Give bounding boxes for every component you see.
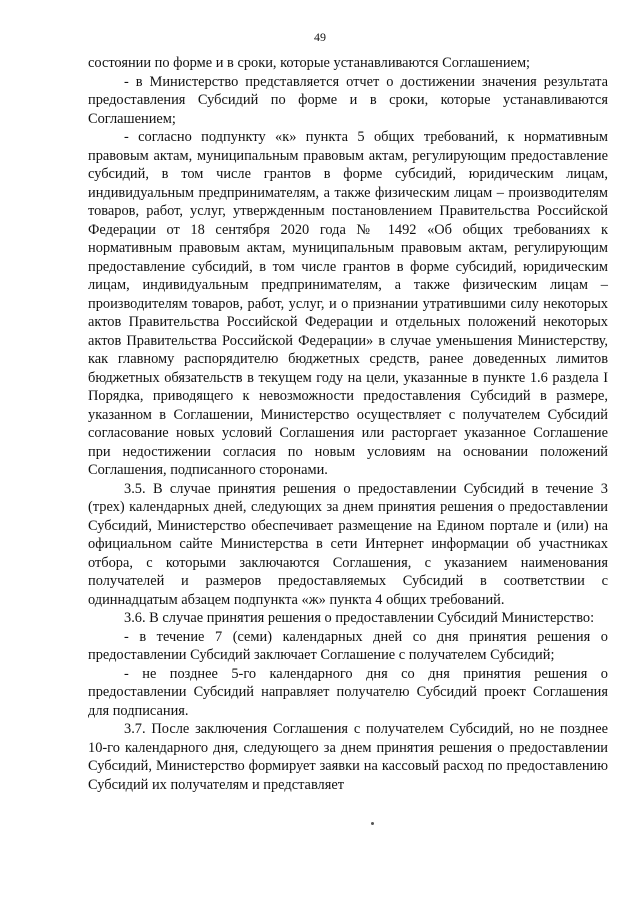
page-number: 49: [314, 30, 326, 44]
paragraph-report: - в Министерство представляется отчет о достижении значения результата предоставления Субсидий по форме и в сроки, которые устанавливаются Соглашением;: [88, 73, 608, 127]
paragraph-3-6: 3.6. В случае принятия решения о предоставлении Субсидий Министерство:: [124, 610, 595, 626]
scan-speck: [371, 822, 374, 825]
paragraph-3-6-item-1: - в течение 7 (семи) календарных дней со дня принятия решения о предоставлении Субсидий заключает Соглашение с получателем Субсидий;: [88, 628, 608, 663]
paragraph-continuation: состоянии по форме и в сроки, которые устанавливаются Соглашением;: [88, 55, 531, 71]
paragraph-3-5: 3.5. В случае принятия решения о предоставлении Субсидий в течение 3 (трех) календарных дней, следующих за днем принятия решения о предоставлении Субсидий, Министерство обеспечивает размещение на Едином портале и (или) на официальном сайте Министерства в сети Интернет информации об участниках отбора, с которыми заключаются Соглашения, с указанием наименования получателей и размеров предоставляемых Субсидий в соответствии с одиннадцатым абзацем подпункта «ж» пункта 4 общих требований.: [88, 480, 608, 608]
paragraph-3-7: 3.7. После заключения Соглашения с получателем Субсидий, но не позднее 10-го календарного дня, следующего за днем принятия решения о предоставлении Субсидий, Министерство формирует заявки на кассовый расход по предоставлению Субсидий их получателям и представляет: [88, 721, 608, 793]
paragraph-3-6-item-2: - не позднее 5-го календарного дня со дня принятия решения о предоставлении Субсидий направляет получателю Субсидий проект Соглашения для подписания.: [88, 665, 608, 719]
document-body: [88, 54, 608, 794]
paragraph-subclause-k: - согласно подпункту «к» пункта 5 общих требований, к нормативным правовым актам, муниципальным правовым актам, регулирующим предоставление субсидий, в том числе грантов в форме субсидий, юридическим лицам, индивидуальным предпринимателям, а также физическим лицам – производителям товаров, работ, услуг, утвержденным постановлением Правительства Российской Федерации от 18 сентября 2020 года № 1492 «Об общих требованиях к нормативным правовым актам, муниципальным правовым актам, регулирующим предоставление субсидий, в том числе грантов в форме субсидий, юридическим лицам, индивидуальным предпринимателям, а также физическим лицам – производителям товаров, работ, услуг, и о признании утратившими силу некоторых актов Правительства Российской Федерации и отдельных положений некоторых актов Правительства Российской Федерации» в случае уменьшения Министерству, как главному распорядителю бюджетных средств, ранее доведенных лимитов бюджетных обязательств в текущем году на цели, указанные в пункте 1.6 раздела I Порядка, приводящего к невозможности предоставления Субсидий в размере, указанном в Соглашении, Министерство осуществляет с получателем Субсидий согласование новых условий Соглашения или расторгает указанное Соглашение при недостижении согласия по новым условиям на основании положений Соглашения, подписанного сторонами.: [88, 129, 608, 478]
